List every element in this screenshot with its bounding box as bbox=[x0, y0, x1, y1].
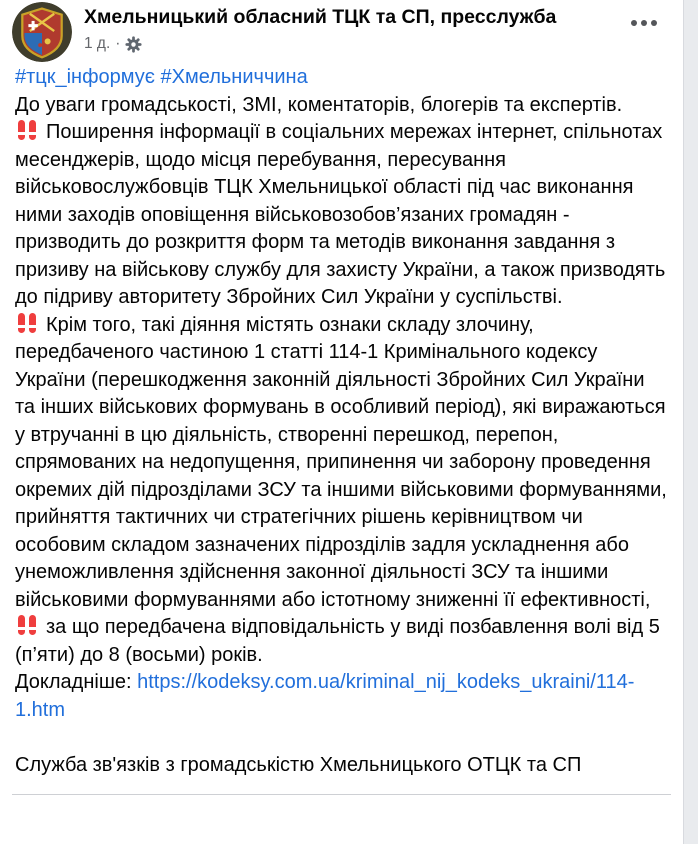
double-exclamation-emoji bbox=[15, 120, 39, 140]
page-avatar[interactable] bbox=[12, 2, 72, 62]
more-info-label: Докладніше: bbox=[15, 671, 138, 693]
ellipsis-dot bbox=[651, 20, 657, 26]
paragraph-text: Крім того, такі діяння містять ознаки складу злочину, передбаченого частиною 1 статті 114-1 Кримінального кодексу України (перешкодження законній діяльності Збройних Сил України та інших військових формувань в особливий період), які виражаються у втручанні в цю діяльність, створенні перешкод, перепон, спрямованих на недопущення, припинення чи заборону проведення окремих дій підрозділами ЗСУ та іншими військовими формуваннями, прийняття тактичних чи стратегічних рішень керівництвом чи особовим складом зазначених підрозділів задля ускладнення або унеможливлення здійснення законної діяльності ЗСУ та іншими військовими формуваннями або істотному зниженні її ефективності, bbox=[15, 313, 667, 611]
military-emblem-icon bbox=[12, 2, 72, 62]
post-timestamp[interactable]: 1 д. bbox=[84, 35, 111, 53]
post-meta bbox=[84, 35, 556, 53]
paragraph-text: за що передбачена відповідальність у виді позбавлення волі від 5 (п’яти) до 8 (восьми) років. bbox=[15, 616, 660, 666]
post-footer-divider bbox=[12, 794, 671, 795]
meta-separator: · bbox=[115, 35, 121, 53]
hashtag-line bbox=[15, 64, 667, 92]
kodeksy-url-link[interactable]: https://kodeksy.com.ua/kriminal_nij_kodeks_ukraini/114-1.htm bbox=[15, 671, 635, 721]
post-header bbox=[0, 0, 683, 62]
paragraph-text: Поширення інформації в соціальних мережах інтернет, спільнотах месенджерів, щодо місця перебування, пересування військовослужбовців ТЦК Хмельницької області під час виконання ними заходів оповіщення військовозобов’язаних громадян - призводить до розкриття форм та методів виконання завдання з призиву на військову службу для захисту України, а також призводять до підриву авторитету Збройних Сил України у суспільстві. bbox=[15, 121, 666, 308]
double-exclamation-emoji bbox=[15, 615, 39, 635]
post-paragraph bbox=[15, 119, 667, 312]
post-body bbox=[0, 62, 683, 780]
page-name-link[interactable]: Хмельницький обласний ТЦК та СП, пресслужба bbox=[84, 6, 557, 28]
more-info-line bbox=[15, 669, 667, 724]
gear-icon bbox=[125, 36, 142, 53]
ellipsis-dot bbox=[641, 20, 647, 26]
hashtag-link-khmelnychchyna[interactable]: #Хмельниччина bbox=[160, 66, 308, 88]
double-exclamation-emoji bbox=[15, 313, 39, 333]
post-paragraph bbox=[15, 614, 667, 669]
signature-line: Служба зв'язків з громадськістю Хмельницького ОТЦК та СП bbox=[15, 754, 582, 776]
post-paragraph bbox=[15, 312, 667, 615]
header-text bbox=[84, 2, 556, 53]
hashtag-link-tck-informuye[interactable]: #тцк_інформує bbox=[15, 66, 155, 88]
ellipsis-dot bbox=[631, 20, 637, 26]
post-paragraph-intro: До уваги громадськості, ЗМІ, коментаторів, блогерів та експертів. bbox=[15, 93, 623, 116]
more-options-button[interactable] bbox=[627, 12, 661, 34]
